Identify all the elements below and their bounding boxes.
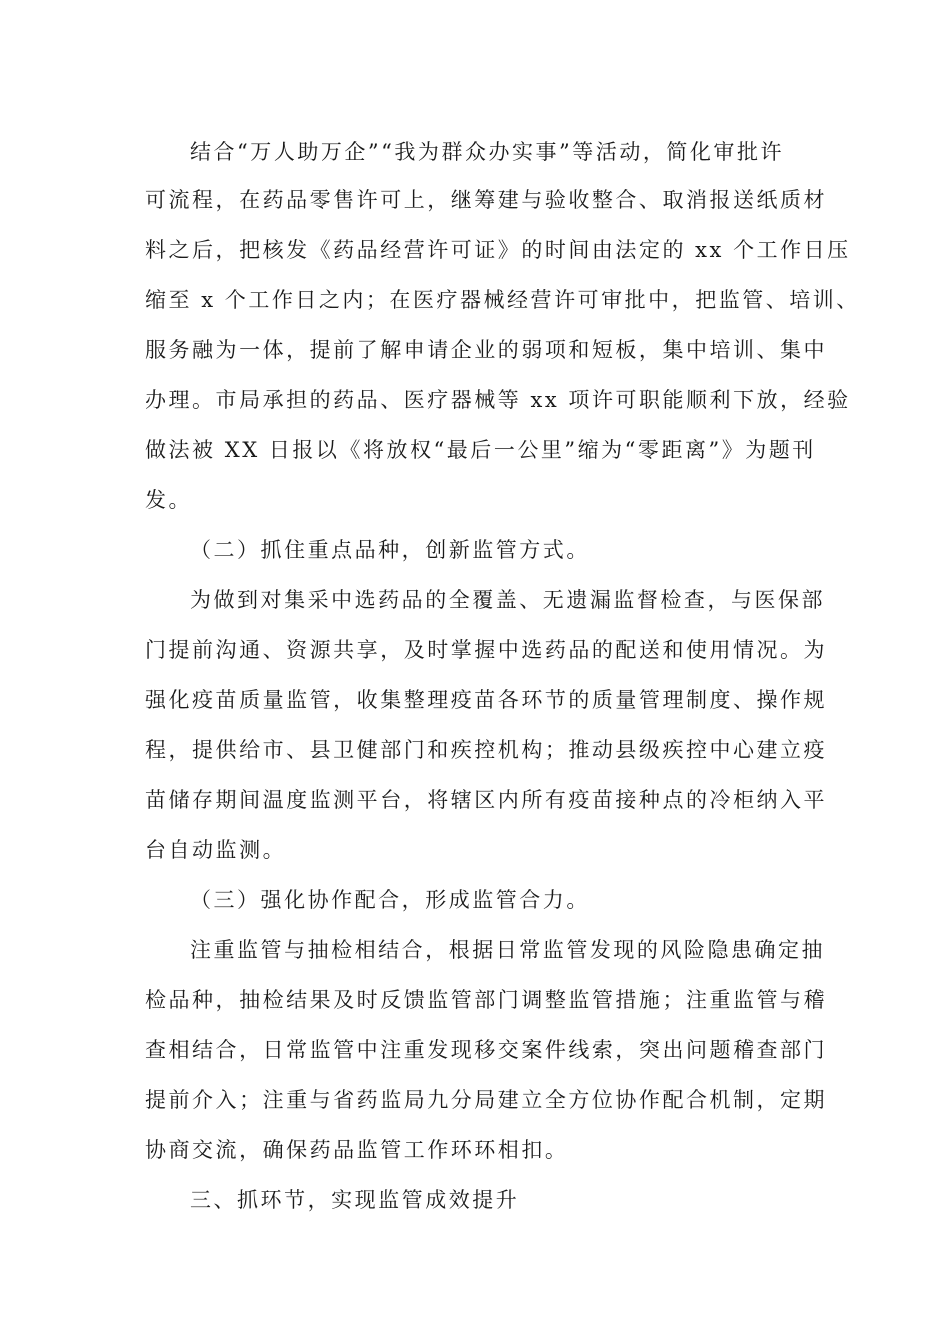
paragraph-1-line-8: 发。 [145,488,193,512]
paragraph-3-line-4: 提前介入；注重与省药监局九分局建立全方位协作配合机制，定期 [145,1088,828,1112]
paragraph-2-line-4: 程，提供给市、县卫健部门和疾控机构；推动县级疾控中心建立疫 [145,738,828,762]
paragraph-1-line-2: 可流程，在药品零售许可上，继筹建与验收整合、取消报送纸质材 [145,188,828,212]
paragraph-1-line-6: 办理。市局承担的药品、医疗器械等 xx 项许可职能顺利下放，经验 [145,388,851,412]
subsection-heading-3: （三）强化协作配合，形成监管合力。 [190,888,590,912]
paragraph-3-line-5: 协商交流，确保药品监管工作环环相扣。 [145,1138,569,1162]
subsection-heading-2: （二）抓住重点品种，创新监管方式。 [190,538,590,562]
paragraph-1-line-1: 结合“万人助万企”“我为群众办实事”等活动，简化审批许 [190,140,784,164]
paragraph-3-line-2: 检品种，抽检结果及时反馈监管部门调整监管措施；注重监管与稽 [145,988,828,1012]
paragraph-3-line-3: 查相结合，日常监管中注重发现移交案件线索，突出问题稽查部门 [145,1038,828,1062]
section-heading-3: 三、抓环节，实现监管成效提升 [190,1188,520,1212]
paragraph-3-line-1: 注重监管与抽检相结合，根据日常监管发现的风险隐患确定抽 [190,938,826,962]
paragraph-1-line-7: 做法被 XX 日报以《将放权“最后一公里”缩为“零距离”》为题刊 [145,438,816,462]
paragraph-2-line-1: 为做到对集采中选药品的全覆盖、无遗漏监督检查，与医保部 [190,588,826,612]
paragraph-1-line-5: 服务融为一体，提前了解申请企业的弱项和短板，集中培训、集中 [145,338,828,362]
paragraph-2-line-6: 台自动监测。 [145,838,287,862]
paragraph-2-line-2: 门提前沟通、资源共享，及时掌握中选药品的配送和使用情况。为 [145,638,828,662]
paragraph-2-line-3: 强化疫苗质量监管，收集整理疫苗各环节的质量管理制度、操作规 [145,688,828,712]
paragraph-2-line-5: 苗储存期间温度监测平台，将辖区内所有疫苗接种点的冷柜纳入平 [145,788,828,812]
paragraph-1-line-4: 缩至 x 个工作日之内；在医疗器械经营许可审批中，把监管、培训、 [145,288,860,312]
paragraph-1-line-3: 料之后，把核发《药品经营许可证》的时间由法定的 xx 个工作日压 [145,238,851,262]
